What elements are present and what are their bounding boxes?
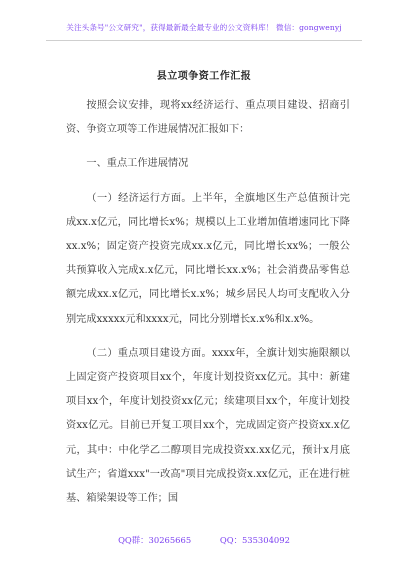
document-title: 县立项争资工作汇报	[156, 71, 252, 82]
footer-qq: QQ：535304092	[219, 535, 290, 545]
document-body	[66, 94, 350, 521]
economy-paragraph: （一）经济运行方面。上半年，全旗地区生产总值预计完成xx.x亿元，同比增长x%；规模以上工业增加值增速同比下降xx.x%；固定资产投资完成xx.x亿元，同比增长xx%；一般公共预算收入完成x.x亿元，同比增长xx.x%；社会消费品零售总额完成xx.x亿元，同比增长x.x%；城乡居民人均可支配收入分别完成xxxxx元和xxxx元，同比分别增长x.x%和x.x%。	[66, 192, 350, 325]
footer-qq-group: QQ群：30265665	[118, 535, 192, 545]
section-heading: 一、重点工作进展情况	[86, 158, 189, 170]
intro-paragraph: 按照会议安排，现将xx经济运行、重点项目建设、招商引资、争资立项等工作进展情况汇报如下：	[66, 100, 350, 136]
footer-contact	[0, 534, 408, 546]
header-divider	[46, 40, 362, 41]
projects-paragraph: （二）重点项目建设方面。xxxx年，全旗计划实施限额以上固定资产投资项目xx个，年度计划投资xx亿元。其中：新建项目xx个，年度计划投资xx亿元；续建项目xx个，年度计划投资xx亿元。目前已开复工项目xx个，完成固定资产投资xx.x亿元，其中：中化学乙二醇项目完成投资xx.xx亿元，预计x月底试生产；省道xxx"一改高"项目完成投资x.xx亿元，正在进行桩基、箱梁架设等工作；国	[66, 347, 350, 505]
header-banner: 关注头条号"公文研究"，获得最新最全最专业的公文资料库！ 微信：gongwenyj	[66, 23, 342, 32]
